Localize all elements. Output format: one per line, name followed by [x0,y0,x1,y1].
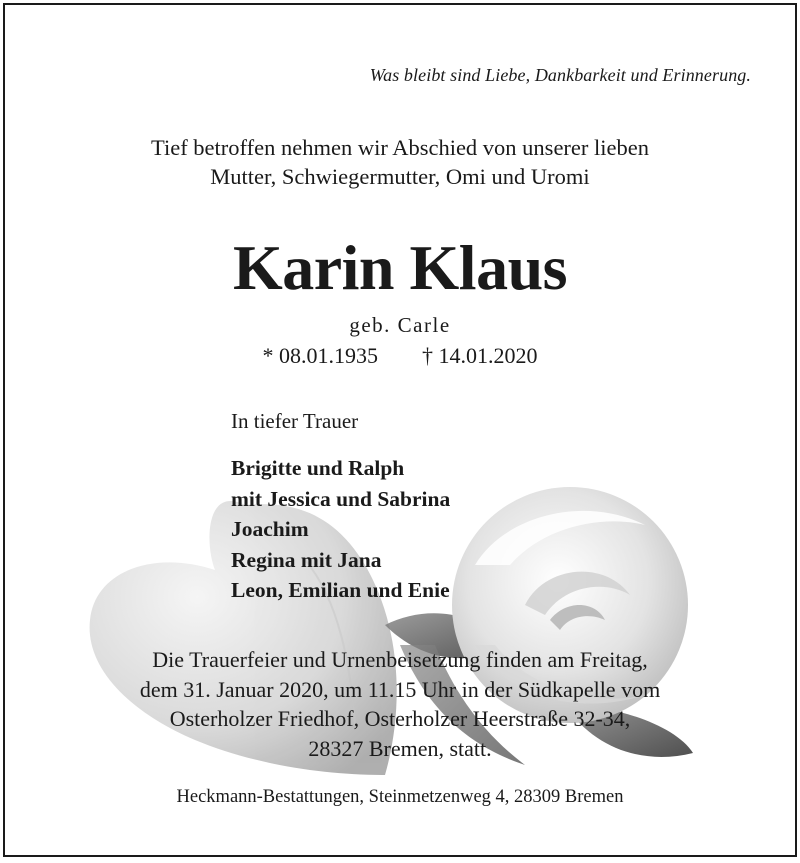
death-date: † 14.01.2020 [422,343,538,368]
service-line: Osterholzer Friedhof, Osterholzer Heerstraße 32-34, [169,706,631,731]
service-line: 28327 Bremen, statt. [308,735,492,761]
birth-date: * 08.01.1935 [262,343,378,368]
service-line: dem 31. Januar 2020, um 11.15 Uhr in der Südkapelle vom [139,676,661,702]
deceased-name: Karin Klaus [232,232,568,303]
motto-quote: Was bleibt sind Liebe, Dankbarkeit und Erinnerung. [369,65,751,85]
mourner-entry: Leon, Emilian und Enie [231,578,450,602]
mourners-list [231,453,450,606]
maiden-name: geb. Carle [349,313,451,337]
service-line: Die Trauerfeier und Urnenbeisetzung finden am Freitag, [152,647,648,672]
life-dates [5,343,795,369]
obituary-notice [3,3,797,857]
sorrow-line: In tiefer Trauer [231,409,359,433]
intro-line: Mutter, Schwiegermutter, Omi und Uromi [210,164,590,189]
intro-text [5,133,795,191]
intro-line: Tief betroffen nehmen wir Abschied von unserer lieben [151,135,649,160]
service-details [5,645,795,763]
mourner-entry: mit Jessica und Sabrina [231,486,451,511]
mourner-entry: Regina mit Jana [231,547,382,572]
mourner-entry: Brigitte und Ralph [231,456,405,480]
undertaker-address: Heckmann-Bestattungen, Steinmetzenweg 4, 28309 Bremen [176,787,624,807]
mourner-entry: Joachim [231,517,309,541]
